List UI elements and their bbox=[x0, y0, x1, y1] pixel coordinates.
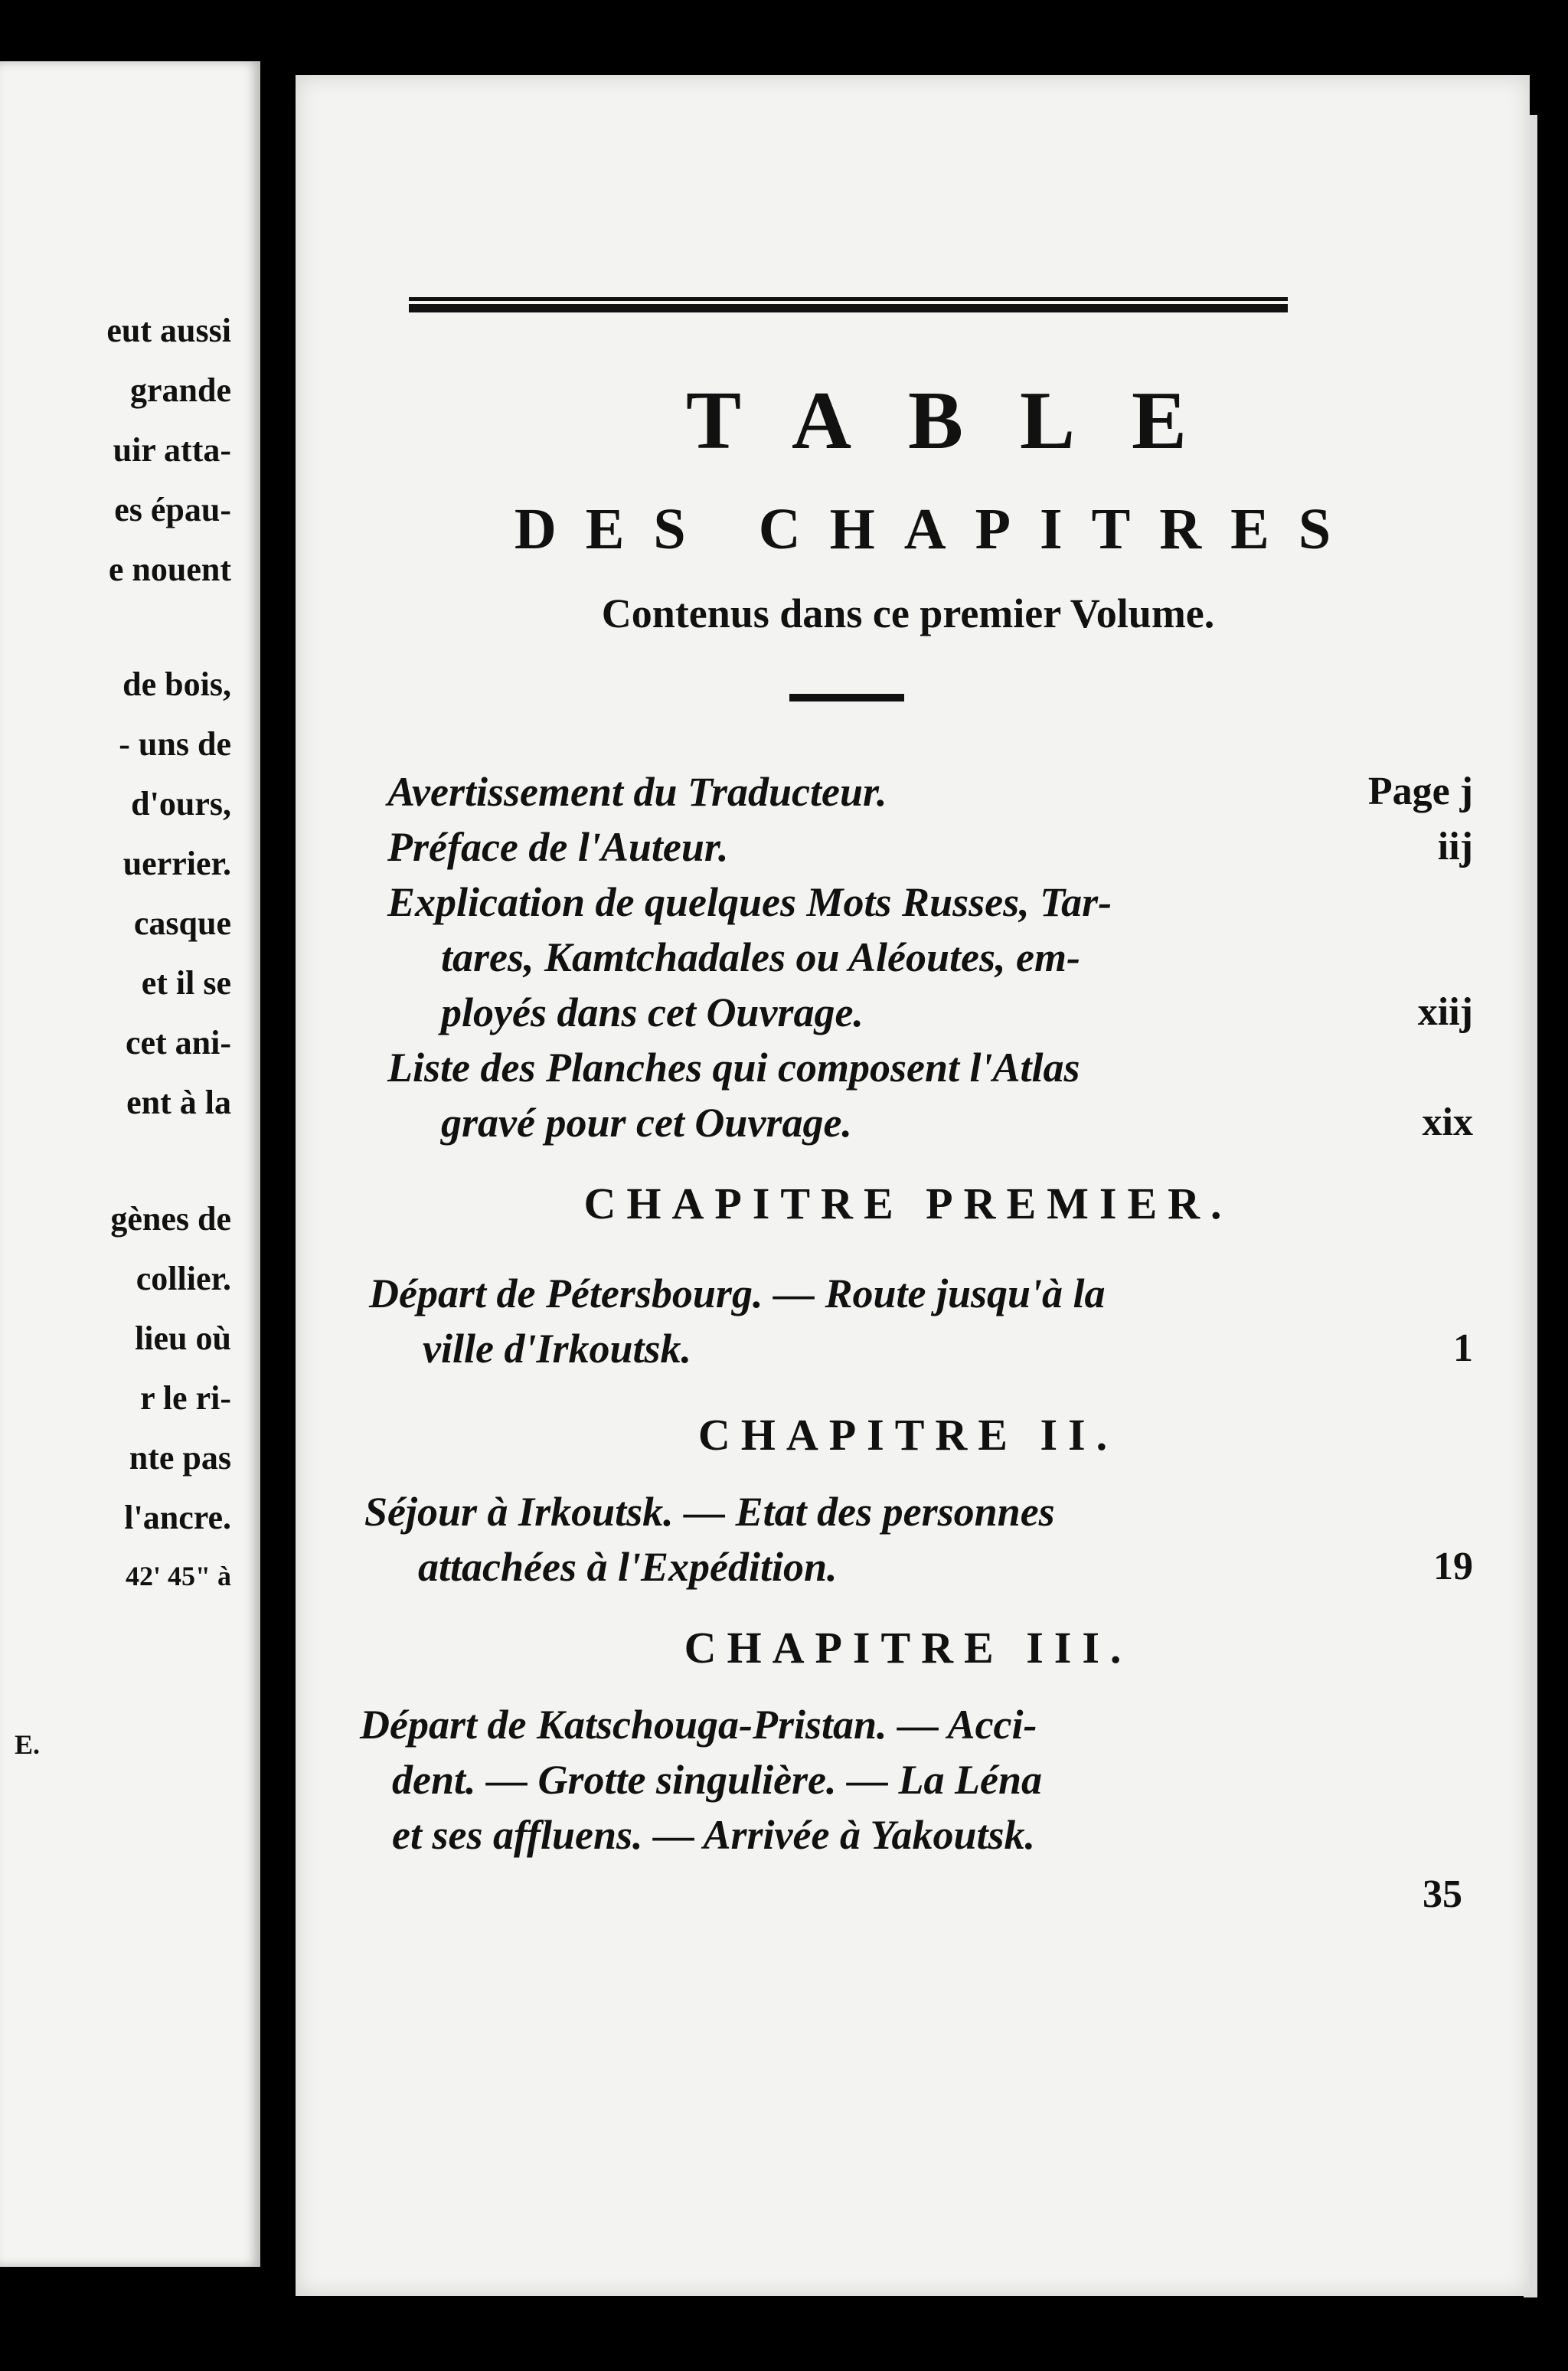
toc-entry-title: Liste des Planches qui composent l'Atlas bbox=[387, 1045, 1080, 1091]
previous-page-line: collier. bbox=[136, 1260, 231, 1297]
toc-entry-page: xix bbox=[1422, 1100, 1473, 1144]
previous-page-line: de bois, bbox=[122, 666, 231, 703]
previous-page-line: d'ours, bbox=[131, 785, 231, 822]
toc-entry-title: Départ de Pétersbourg. — Route jusqu'à la bbox=[369, 1271, 1106, 1316]
page-note: Contenus dans ce premier Volume. bbox=[601, 590, 1215, 636]
toc-entry-title: ployés dans cet Ouvrage. bbox=[441, 989, 864, 1035]
previous-page-line: r le ri- bbox=[140, 1379, 231, 1417]
previous-page-line: uerrier. bbox=[122, 845, 231, 882]
toc-entry-title: dent. — Grotte singulière. — La Léna bbox=[392, 1757, 1042, 1803]
toc-entry-title: attachées à l'Expédition. bbox=[418, 1544, 838, 1590]
previous-page-line: E. bbox=[14, 1729, 40, 1760]
previous-page bbox=[0, 61, 260, 2267]
toc-entry-title: Séjour à Irkoutsk. — Etat des personnes bbox=[364, 1489, 1055, 1535]
page-label: Page bbox=[1367, 770, 1450, 813]
previous-page-line: 42' 45" à bbox=[126, 1561, 231, 1591]
previous-page-line: lieu où bbox=[135, 1320, 231, 1357]
chapter-heading: CHAPITRE III. bbox=[684, 1623, 1132, 1673]
toc-entry-title: Départ de Katschouga-Pristan. — Acci- bbox=[360, 1702, 1037, 1748]
toc-entry-title: Avertissement du Traducteur. bbox=[387, 769, 887, 815]
toc-entry-page: 1 bbox=[1453, 1326, 1473, 1370]
chapter-heading: CHAPITRE II. bbox=[697, 1410, 1119, 1460]
toc-entry-page: 19 bbox=[1433, 1545, 1473, 1588]
table-of-contents-page bbox=[296, 75, 1530, 2296]
toc-entry-page: xiij bbox=[1417, 990, 1473, 1034]
toc-entry-title: Explication de quelques Mots Russes, Tar- bbox=[387, 879, 1112, 925]
previous-page-line: grande bbox=[130, 371, 231, 409]
toc-entry-page: 35 bbox=[1423, 1872, 1462, 1916]
toc-entry-title: tares, Kamtchadales ou Aléoutes, em- bbox=[441, 934, 1080, 980]
header-rule bbox=[409, 297, 1288, 312]
previous-page-line: gènes de bbox=[110, 1200, 231, 1238]
toc-entry-page bbox=[1368, 764, 1473, 819]
toc-entry-title: et ses affluens. — Arrivée à Yakoutsk. bbox=[392, 1812, 1036, 1858]
title-divider bbox=[789, 694, 904, 701]
previous-page-line: cet ani- bbox=[125, 1024, 231, 1061]
previous-page-line: - uns de bbox=[119, 725, 231, 763]
previous-page-line: e nouent bbox=[108, 551, 231, 588]
page-title: TABLE bbox=[685, 375, 1244, 466]
toc-entry-title: gravé pour cet Ouvrage. bbox=[441, 1100, 852, 1146]
chapter-heading: CHAPITRE PREMIER. bbox=[583, 1179, 1233, 1228]
previous-page-line: et il se bbox=[141, 964, 231, 1002]
page-number: j bbox=[1459, 770, 1473, 813]
page-subtitle: DES CHAPITRES bbox=[514, 497, 1361, 561]
toc-entry-page: iij bbox=[1437, 825, 1473, 868]
toc-entry-title: ville d'Irkoutsk. bbox=[423, 1326, 692, 1372]
previous-page-line: ent à la bbox=[126, 1084, 231, 1121]
previous-page-line: casque bbox=[133, 904, 231, 942]
previous-page-line: nte pas bbox=[129, 1439, 231, 1477]
previous-page-line: eut aussi bbox=[106, 312, 231, 349]
previous-page-line: es épau- bbox=[114, 491, 231, 528]
previous-page-line: l'ancre. bbox=[124, 1499, 231, 1536]
toc-entry-title: Préface de l'Auteur. bbox=[387, 824, 729, 870]
previous-page-line: uir atta- bbox=[113, 431, 231, 469]
